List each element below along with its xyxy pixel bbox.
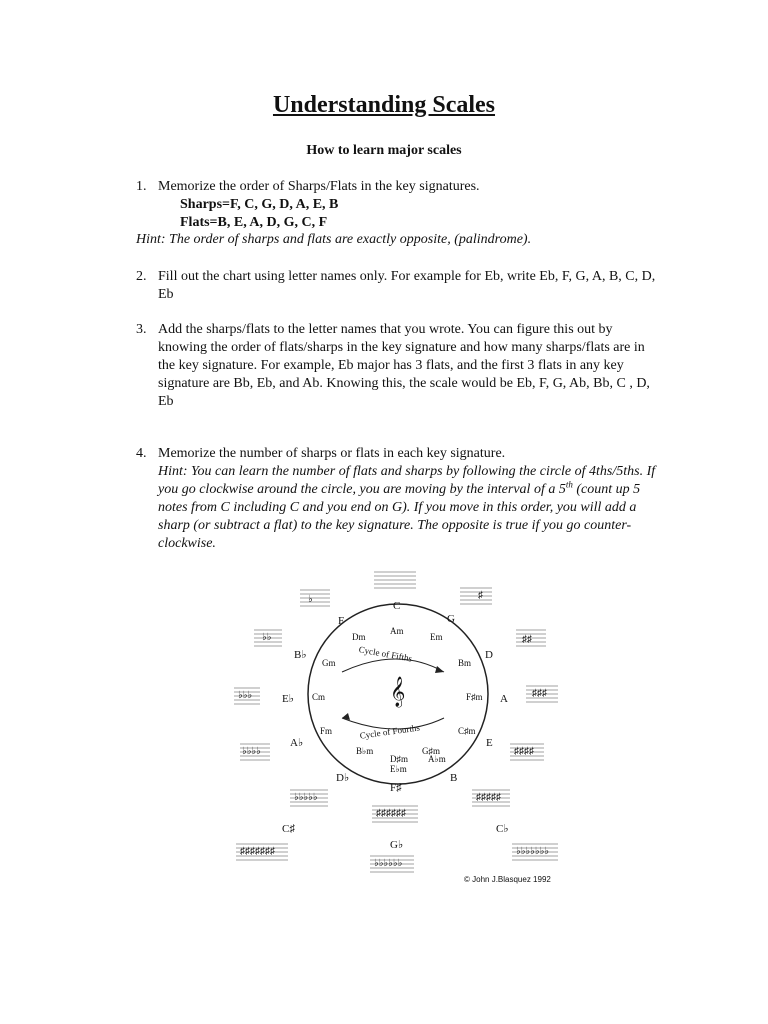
minor-e-flat-m: E♭m [390,764,407,774]
key-f: F [338,615,345,627]
step-4-hint-part-b: (count up 5 notes from C including C and you end on G). If you move in this order, you will add a sharp (or subtract a flat) to the key signature. The opposite is true if you go counter-clockwise. [158,482,641,551]
key-b-flat: B♭ [294,649,307,661]
step-3 [136,321,656,411]
key-a-flat: A♭ [290,737,304,749]
step-4-hint-sup: th [565,479,573,490]
minor-f-sharp-m: F♯m [466,692,483,702]
minor-cm: Cm [312,692,326,702]
minor-gm: Gm [322,658,336,668]
flat-glyph-icon: ♭♭♭♭ [242,746,261,757]
step-2-text: Fill out the chart using letter names only. For example for Eb, write Eb, F, G, A, B, C, D, Eb [158,269,656,302]
step-4-number: 4. [136,446,147,461]
step-3-number: 3. [136,322,147,337]
key-c: C [393,600,401,612]
step-1-number: 1. [136,179,147,194]
step-4-text: Memorize the number of sharps or flats in each key signature. [158,446,506,461]
fifths-arrowhead-icon [435,666,444,673]
flat-glyph-icon: ♭♭ [262,632,272,643]
fifths-arc [342,659,444,672]
sharp-glyph-icon: ♯♯♯♯ [514,746,534,757]
key-b: B [450,772,458,784]
key-d-flat: D♭ [336,772,350,784]
flat-glyph-icon: ♭ [308,594,313,605]
key-e: E [486,737,493,749]
staff-g-icon [460,588,492,604]
key-e-flat: E♭ [282,693,294,705]
step-1 [136,178,656,196]
step-3-text: Add the sharps/flats to the letter names that you wrote. You can figure this out by knowing the order of flats/sharps in the key signature and how many sharps/flats are in the key signature. For example, Eb major has 3 flats, and the first 3 flats in any key signature are Bb, Eb, and Ab. Knowing this, the scale would be Eb, F, G, Ab, Bb, C , D, Eb [158,322,650,409]
minor-b-flat-m: B♭m [356,746,374,756]
key-c-flat: C♭ [496,823,509,835]
minor-c-sharp-m: C♯m [458,726,476,736]
minor-em: Em [430,632,443,642]
sharps-order: Sharps=F, C, G, D, A, E, B [180,197,339,212]
fifths-label: Cycle of Fifths [357,644,413,664]
step-2-number: 2. [136,269,147,284]
key-f-sharp: F♯ [390,782,402,794]
minor-am: Am [390,626,404,636]
sharp-glyph-icon: ♯ [478,590,483,601]
circle-of-fifths-diagram [230,568,570,886]
fourths-label: Cycle of Fourths [359,722,421,741]
step-4-hint [136,463,656,553]
step-1-hint: Hint: The order of sharps and flats are exactly opposite, (palindrome). [136,232,532,247]
minor-a-flat-m: A♭m [428,754,446,764]
step-4 [136,445,656,553]
sharp-glyph-icon: ♯♯ [522,634,532,645]
minor-bm: Bm [458,658,472,668]
key-d: D [485,649,493,661]
key-a: A [500,693,508,705]
treble-clef-icon: 𝄞 [390,677,406,706]
sharp-glyph-icon: ♯♯♯♯♯♯♯ [240,846,275,857]
staff-c-icon [374,572,416,588]
key-c-sharp: C♯ [282,823,295,835]
step-4-hint-part-a: Hint: You can learn the number of flats and sharps by following the circle of 4ths/5ths. If you go clockwise around the circle, you are moving by the interval of a 5 [158,464,656,497]
step-2 [136,268,656,304]
minor-d-sharp-m: D♯m [390,754,408,764]
minor-dm: Dm [352,632,366,642]
page-subtitle: How to learn major scales [306,143,462,158]
key-g: G [447,613,455,625]
flat-glyph-icon: ♭♭♭♭♭♭ [374,858,403,869]
copyright-note: © John J.Blasquez 1992 [464,875,551,884]
flat-glyph-icon: ♭♭♭ [238,690,253,701]
sharp-glyph-icon: ♯♯♯♯♯ [476,792,501,803]
key-g-flat: G♭ [390,839,404,851]
step-1-text: Memorize the order of Sharps/Flats in the key signatures. [158,179,480,194]
flat-glyph-icon: ♭♭♭♭♭ [294,792,318,803]
flat-glyph-icon: ♭♭♭♭♭♭♭ [516,846,550,857]
sharp-glyph-icon: ♯♯♯ [532,688,547,699]
staff-f-icon [300,590,330,606]
page-title: Understanding Scales [272,92,496,118]
sharp-glyph-icon: ♯♯♯♯♯♯ [376,808,406,819]
minor-g-sharp-m: G♯m [422,746,440,756]
flats-order: Flats=B, E, A, D, G, C, F [180,215,328,230]
minor-fm: Fm [320,726,333,736]
